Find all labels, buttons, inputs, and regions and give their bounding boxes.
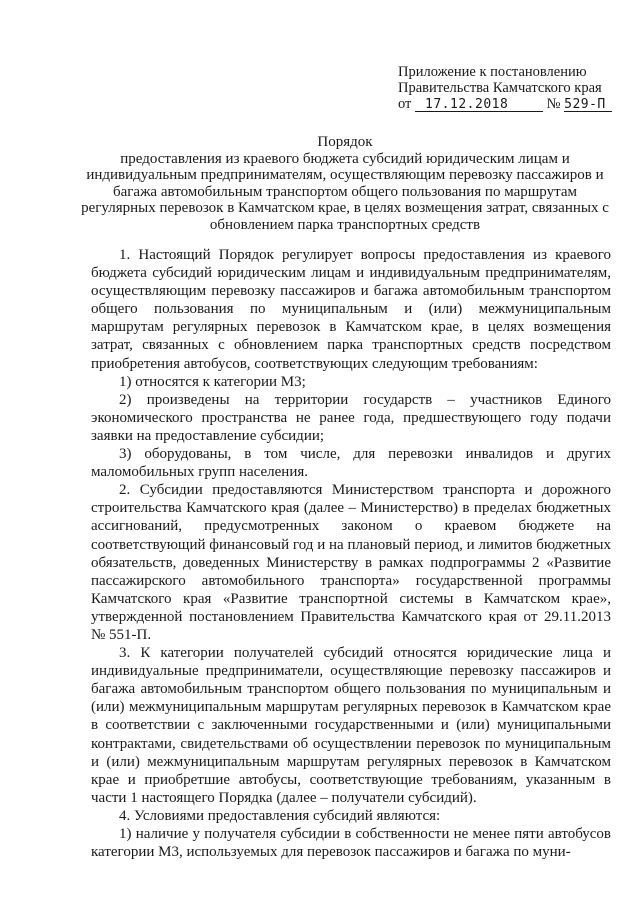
document-title [80, 134, 610, 234]
appendix-date-line [398, 96, 612, 112]
document-body [91, 246, 611, 861]
appendix-line-2: Правительства Камчатского края [398, 80, 602, 96]
appendix-header [398, 64, 612, 112]
paragraph-4: 4. Условиями предоставления субсидий являются: [119, 807, 441, 824]
paragraph-2: 2. Субсидии предоставляются Министерством транспорта и дорожного строительства Камчатского края (далее – Министерство) в пределах бюджетных ассигнований, предусмотренных законом о краевом бюджете на соответствующий финансовый год и на плановый период, и лимитов бюджетных обязательств, доведенных Министерству в рамках подпрограммы 2 «Развитие пассажирского автомобильного транспорта» государственной программы Камчатского края «Развитие транспортной системы в Камчатском крае», утвержденной постановлением Правительства Камчатского края от 29.11.2013 № 551-П. [91, 482, 611, 643]
paragraph-1-item-1: 1) относятся к категории М3; [119, 373, 306, 390]
date-value: 17.12.2018 [415, 98, 543, 112]
paragraph-1: 1. Настоящий Порядок регулирует вопросы предоставления из краевого бюджета субсидий юридическим лицам и индивидуальным предпринимателям, осуществляющим перевозку пассажиров и багажа автомобильным транспортом общего пользования по муниципальным и (или) межмуниципальным маршрутам регулярных перевозок в Камчатском крае, в целях возмещения затрат, связанных с обновлением парка транспортных средств посредством приобретения автобусов, соответствующих следующим требованиям: [91, 247, 611, 372]
number-value: 529-П [564, 98, 612, 112]
paragraph-1-item-3: 3) оборудованы, в том числе, для перевозки инвалидов и других маломобильных групп населения. [91, 446, 611, 481]
title-heading: Порядок [317, 134, 373, 150]
paragraph-3: 3. К категории получателей субсидий относятся юридические лица и индивидуальные предприниматели, осуществляющие перевозку пассажиров и багажа автомобильным транспортом общего пользования по муниципальным и (или) межмуниципальным маршрутам регулярных перевозок в Камчатском крае в соответствии с заключенными государственными и (или) муниципальными контрактами, свидетельствами об осуществлении перевозок по муниципальным и (или) межмуниципальным маршрутам регулярных перевозок в Камчатском крае и приобретшие автобусы, соответствующие требованиям, указанным в части 1 настоящего Порядка (далее – получатели субсидий). [91, 645, 611, 806]
number-prefix: № [546, 96, 561, 112]
date-prefix: от [398, 96, 412, 112]
appendix-line-1: Приложение к постановлению [398, 64, 587, 80]
title-text: предоставления из краевого бюджета субсидий юридическим лицам и индивидуальным предпринимателям, осуществляющим перевозку пассажиров и багажа автомобильным транспортом общего пользования по маршрутам регулярных перевозок в Камчатском крае, в целях возмещения затрат, связанных с обновлением парка транспортных средств [81, 150, 609, 233]
paragraph-1-item-2: 2) произведены на территории государств – участников Единого экономического пространства не ранее года, предшествующего году подачи заявки на предоставление субсидии; [91, 391, 611, 444]
paragraph-4-item-1: 1) наличие у получателя субсидии в собственности не менее пяти автобусов категории М3, используемых для перевозок пассажиров и багажа по муни- [91, 826, 611, 861]
